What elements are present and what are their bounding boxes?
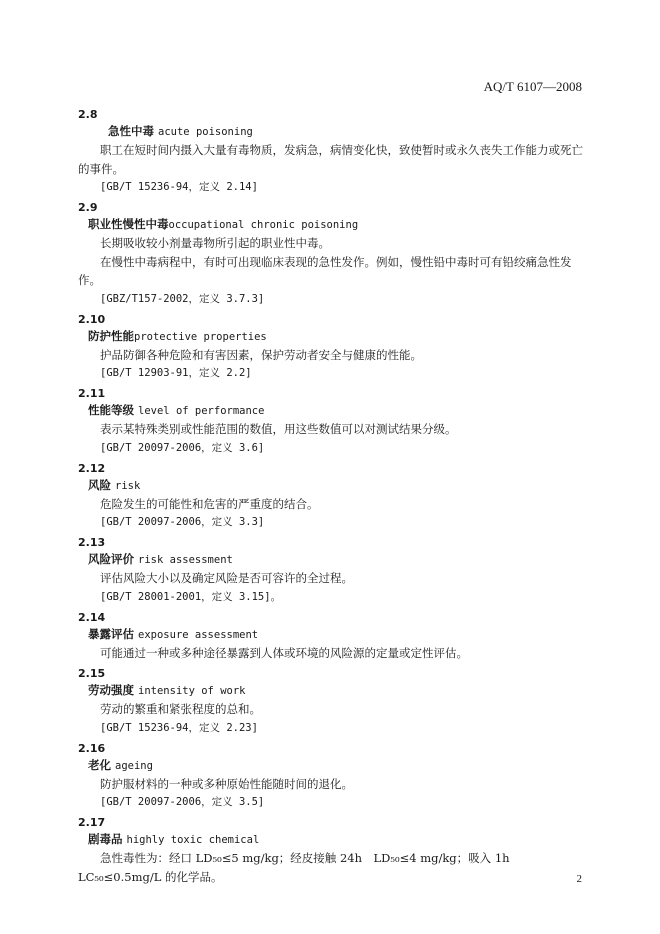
entry-definition: 评估风险大小以及确定风险是否可容许的全过程。 [100,571,353,585]
entry-term [78,477,583,495]
entry-definition: 表示某特殊类别或性能范围的数值，用这些数值可以对测试结果分级。 [100,422,457,436]
term-en: protective properties [134,330,267,343]
entry-source: [GB/T 15236-94，定义 2.23] [100,721,258,734]
entry-term [78,831,583,849]
entry-number: 2.13 [78,536,106,549]
term-zh: 职业性慢性中毒 [88,217,169,231]
term-zh: 老化 [88,757,111,772]
entry-source: [GB/T 28001-2001，定义 3.15]。 [100,590,282,603]
entry-source: [GB/T 20097-2006，定义 3.3] [100,516,265,528]
entry-number: 2.16 [78,741,106,755]
entry-term [78,551,583,569]
term-zh: 暴露评估 [88,626,134,641]
term-zh: 性能等级 [88,403,134,417]
term-en: exposure assessment [138,628,259,641]
term-en: acute poisoning [158,126,253,138]
term-en: risk [115,479,141,492]
term-zh: 防护性能 [88,328,134,343]
entry-number: 2.8 [78,108,98,121]
entry-number: 2.15 [78,667,106,680]
standard-number: AQ/T 6107—2008 [483,79,582,94]
entry-term [78,123,583,141]
entry-definition: 职工在短时间内摄入大量有毒物质，发病急，病情变化快，致使暂时或永久丧失工作能力或死亡的事件。 [78,143,583,176]
entry-definition: 在慢性中毒病程中，有时可出现临床表现的急性发作。例如，慢性铅中毒时可有铅绞痛急性发作。 [78,254,572,287]
term-en: intensity of work [138,685,246,697]
entry-number: 2.12 [78,461,106,475]
entry-source: [GB/T 20097-2006，定义 3.5] [100,796,265,808]
term-en: highly toxic chemical [126,834,260,846]
entry-definition: 防护服材料的一种或多种原始性能随时间的退化。 [100,776,353,791]
entry-term [78,216,583,234]
term-en: risk assessment [138,554,233,566]
term-en: ageing [115,759,153,772]
entry-number: 2.11 [78,387,106,400]
entry-definition: 长期吸收较小剂量毒物所引起的职业性中毒。 [100,236,330,250]
term-en: level of performance [138,405,265,417]
entry-term [78,402,583,420]
page-number: 2 [576,873,582,885]
term-zh: 劳动强度 [88,683,134,697]
term-zh: 剧毒品 [88,832,123,846]
entry-term [78,328,583,346]
term-zh: 急性中毒 [108,124,154,138]
entry-definition: 危险发生的可能性和危害的严重度的结合。 [100,496,319,511]
entry-number: 2.17 [78,816,106,829]
entry-source: [GB/T 15236-94，定义 2.14] [100,181,258,193]
entry-definition: 劳动的繁重和紧张程度的总和。 [100,702,261,716]
entry-definition: 急性毒性为：经口 LD₅₀≤5 mg/kg；经皮接触 24h LD₅₀≤4 mg/kg；吸入 1h LC₅₀≤0.5mg/L 的化学品。 [78,851,522,884]
term-zh: 风险 [88,477,111,492]
entry-source: [GB/T 20097-2006，定义 3.6] [100,441,265,454]
term-en: occupational chronic poisoning [168,219,359,231]
entry-number: 2.9 [78,201,98,214]
entry-term [78,757,583,775]
entry-definition: 护品防御各种危险和有害因素，保护劳动者安全与健康的性能。 [100,347,422,362]
entry-source: [GBZ/T157-2002，定义 3.7.3] [100,292,265,305]
entry-term [78,626,583,644]
entry-number: 2.10 [78,312,106,326]
terms-body [78,103,583,886]
entry-source: [GB/T 12903-91，定义 2.2] [100,367,252,379]
term-zh: 风险评价 [88,552,134,566]
entry-term [78,682,583,700]
entry-number: 2.14 [78,610,106,624]
entry-definition: 可能通过一种或多种途径暴露到人体或环境的风险源的定量或定性评估。 [100,645,468,660]
